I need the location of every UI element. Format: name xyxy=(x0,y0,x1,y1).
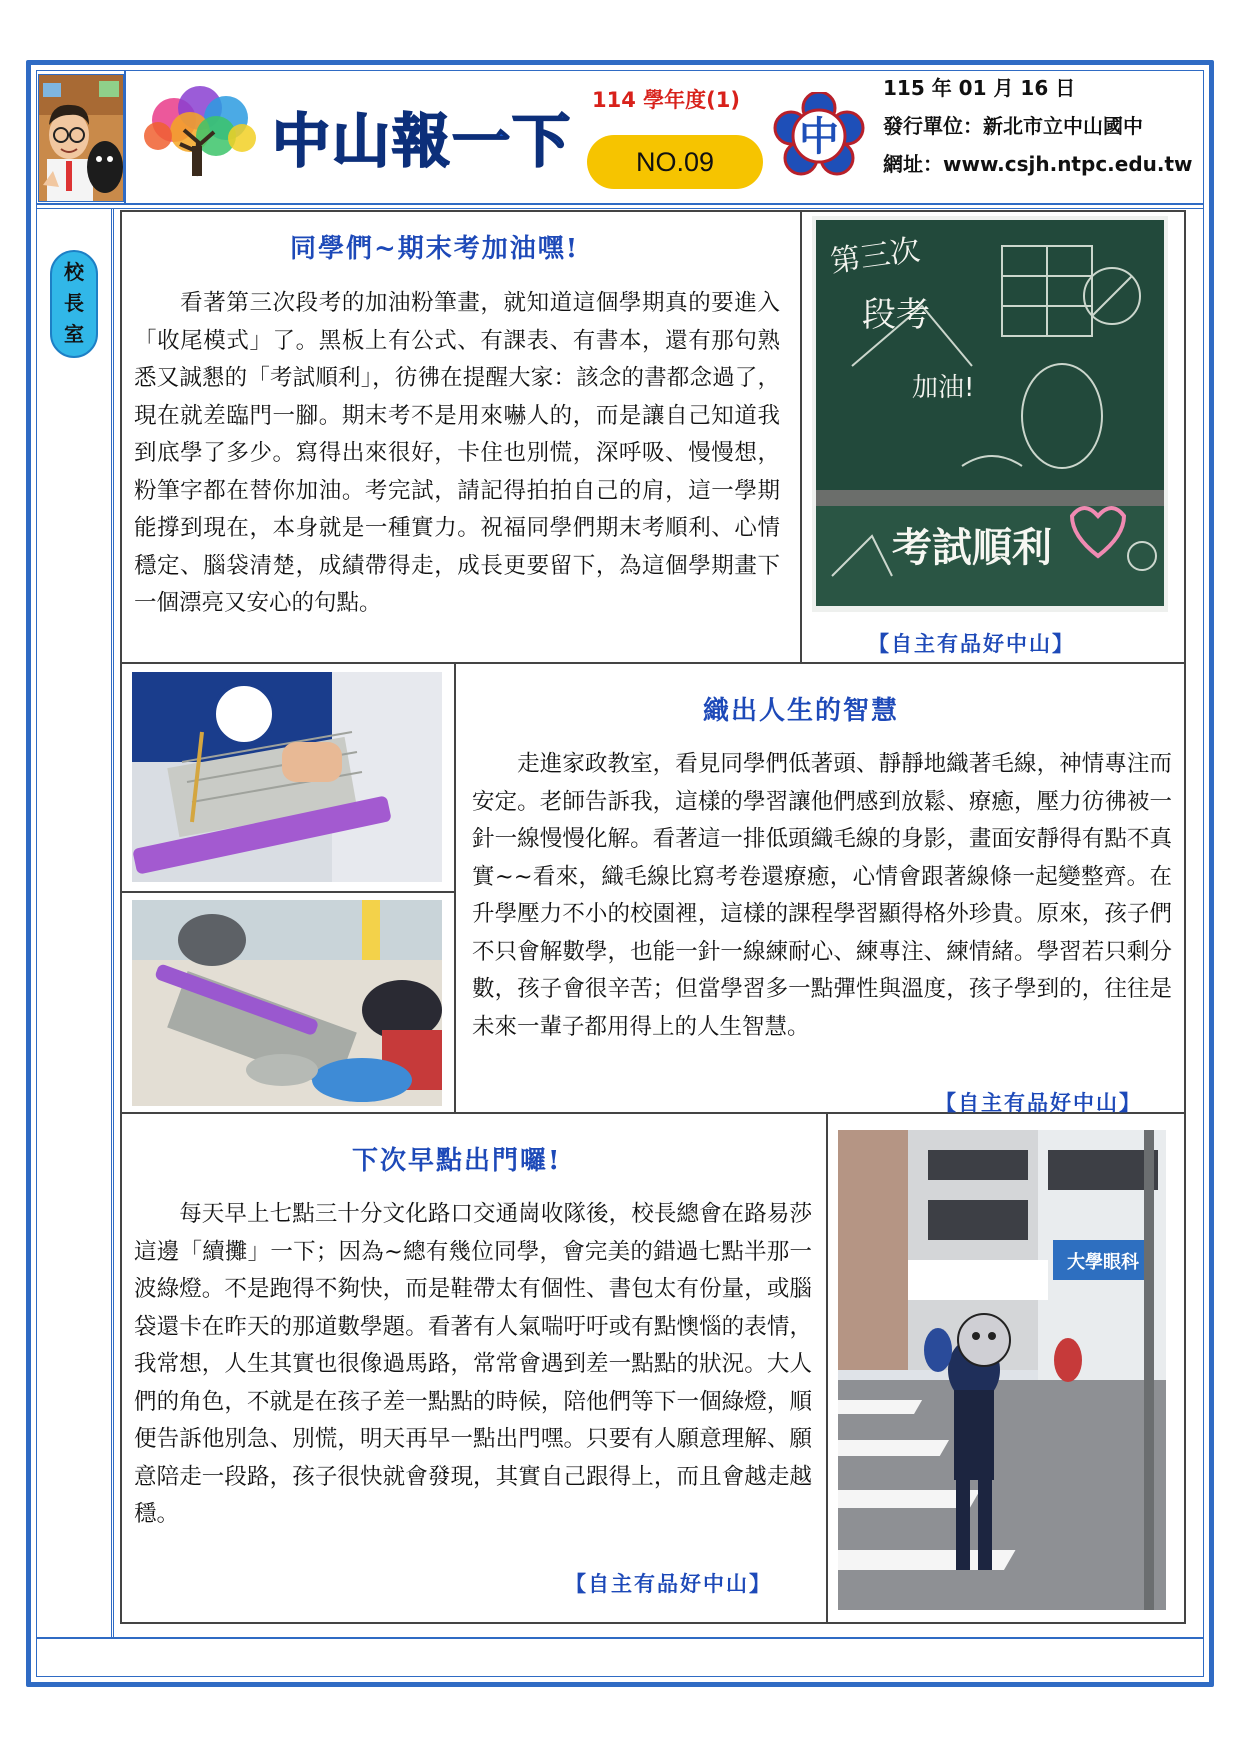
section-label-char: 室 xyxy=(64,322,84,346)
crosswalk-photo xyxy=(838,1130,1166,1610)
col-divider-3 xyxy=(826,1112,828,1624)
article-body: 每天早上七點三十分文化路口交通崗收隊後，校長總會在路易莎這邊「續攤」一下；因為~總有幾位同學，會完美的錯過七點半那一波綠燈。不是跑得不夠快，而是鞋帶太有個性、書包太有份量，或腦袋還卡在昨天的那道數學題。看著有人氣喘吁吁或有點懊惱的表情，我常想，人生其實也很像過馬路，常常會遇到差一點點的狀況。大人們的角色，不就是在孩子差一點點的時候，陪他們等下一個綠燈，順便告訴他別急、別慌，明天再早一點出門嘿。只要有人願意理解、願意陪走一段路，孩子很快就會發現，其實自己跟得上，而且會越走越穩。 xyxy=(134,1201,812,1527)
school-emblem xyxy=(773,92,866,176)
principal-avatar xyxy=(38,74,124,202)
section-label-char: 校 xyxy=(64,260,84,284)
row-divider-1 xyxy=(120,662,1186,664)
principal-office-label xyxy=(50,250,98,358)
article-title: 同學們~期末考加油嘿! xyxy=(290,234,580,264)
chalk-text: 加油! xyxy=(912,373,975,403)
section-label-char: 長 xyxy=(64,291,84,315)
header-divider xyxy=(36,203,1204,205)
knitting-photo-2 xyxy=(132,900,442,1106)
publisher: 發行單位：新北市立中山國中 xyxy=(883,114,1143,138)
col-divider-1 xyxy=(800,210,802,662)
article-tagline: 【自主有品好中山】 xyxy=(868,631,1075,656)
chalkboard-photo xyxy=(812,216,1168,612)
school-year: 114 學年度(1) xyxy=(592,88,740,112)
article-body: 看著第三次段考的加油粉筆畫，就知道這個學期真的要進入「收尾模式」了。黑板上有公式、有課表、有書本，還有那句熟悉又誠懇的「考試順利」，彷彿在提醒大家：該念的書都念過了，現在就差臨門一腳。期末考不是用來嚇人的，而是讓自己知道我到底學了多少。寫得出來很好，卡住也別慌，深呼吸、慢慢想，粉筆字都在替你加油。考完試，請記得拍拍自己的肩，這一學期能撐到現在，本身就是一種實力。祝福同學們期末考順利、心情穩定、腦袋清楚，成績帶得走，成長更要留下，為這個學期畫下一個漂亮又安心的句點。 xyxy=(134,290,780,616)
col-divider-2 xyxy=(454,662,456,1112)
article-title: 織出人生的智慧 xyxy=(703,696,900,726)
article-body: 走進家政教室，看見同學們低著頭、靜靜地織著毛線，神情專注而安定。老師告訴我，這樣的學習讓他們感到放鬆、療癒，壓力彷彿被一針一線慢慢化解。看著這一排低頭織毛線的身影，畫面安靜得有點不真實~~看來，織毛線比寫考卷還療癒，心情會跟著線條一起變整齊。在升學壓力不小的校園裡，這樣的課程學習顯得格外珍貴。原來，孩子們不只會解數學，也能一針一線練耐心、練專注、練情緒。學習若只剩分數，孩子會很辛苦；但當學習多一點彈性與溫度，孩子學到的，往往是未來一輩子都用得上的人生智慧。 xyxy=(472,751,1172,1040)
shop-sign: 大學眼科 xyxy=(1067,1252,1139,1273)
newsletter-title: 中山報一下 xyxy=(272,107,573,175)
website: 網址：www.csjh.ntpc.edu.tw xyxy=(883,152,1193,176)
footer-divider xyxy=(36,1637,1204,1639)
issue-number-badge: NO.09 xyxy=(587,135,763,189)
chalk-text: 段考 xyxy=(862,295,930,335)
issue-date: 115 年 01 月 16 日 xyxy=(883,76,1076,100)
knitting-photo-1 xyxy=(132,672,442,882)
emblem-character: 中 xyxy=(799,114,839,160)
tree-logo xyxy=(134,86,268,178)
header-avatar-divider xyxy=(124,70,126,203)
header-divider-thin xyxy=(36,208,1204,209)
chalk-text: 考試順利 xyxy=(892,525,1052,571)
left-column-divider xyxy=(111,208,114,1637)
photo-divider xyxy=(120,891,454,893)
article-tagline: 【自主有品好中山】 xyxy=(565,1571,772,1596)
article-title: 下次早點出門囉! xyxy=(352,1146,562,1176)
article-tagline: 【自主有品好中山】 xyxy=(935,1090,1142,1115)
chalk-text: 第三次 xyxy=(828,232,923,280)
